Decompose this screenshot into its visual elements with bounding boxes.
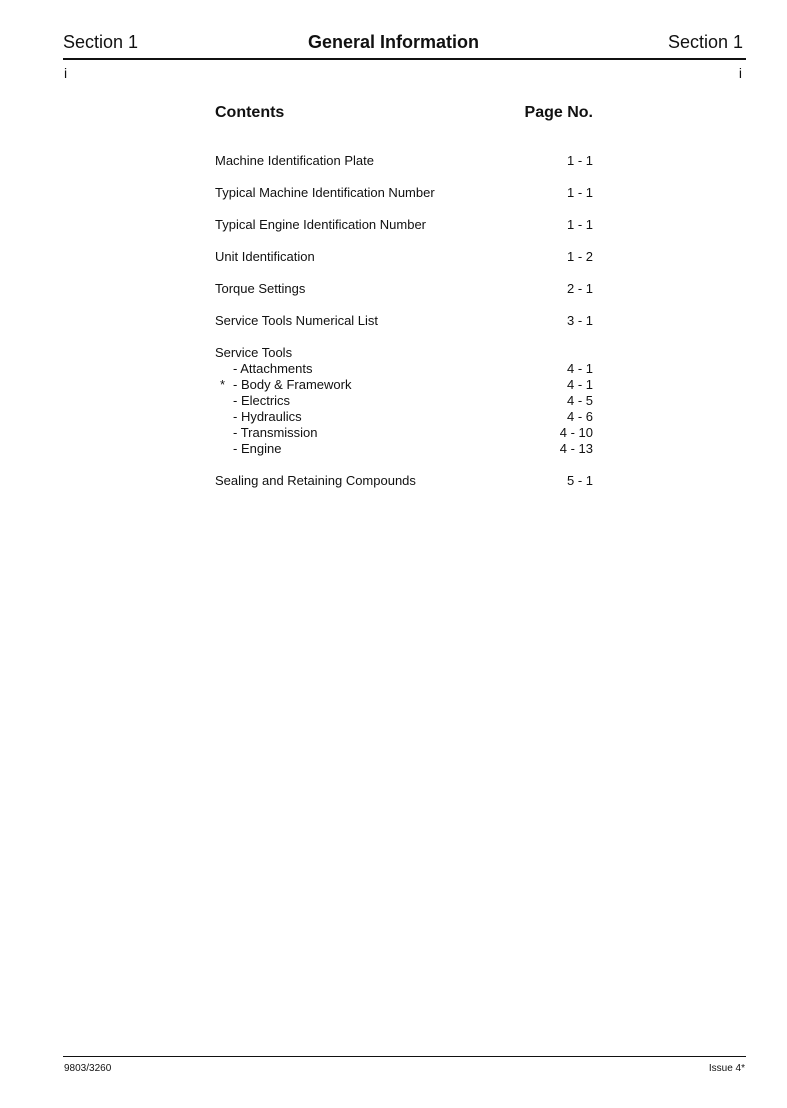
toc-entry-title: Torque Settings (215, 281, 306, 296)
page-no-heading: Page No. (524, 104, 593, 121)
toc-entry-title: Typical Machine Identification Number (215, 185, 435, 200)
header-divider (63, 58, 746, 60)
toc-entry-page: 4 - 10 (559, 425, 593, 440)
toc-entry-page: 4 - 5 (566, 393, 593, 408)
toc-entry-page: 2 - 1 (566, 281, 593, 296)
toc-entry[interactable] (215, 313, 593, 329)
page-number-left: i (64, 65, 68, 81)
toc-entry-page: 1 - 1 (566, 185, 593, 200)
toc-subentry[interactable] (215, 409, 593, 425)
toc-entry-title: - Electrics (233, 393, 291, 408)
toc-entry-title: Machine Identification Plate (215, 153, 374, 168)
toc-entry-title: - Transmission (233, 425, 318, 440)
toc-entry-page: 4 - 1 (566, 377, 593, 392)
toc-entry[interactable] (215, 473, 593, 489)
toc-group-heading (215, 345, 593, 361)
document-number: 9803/3260 (64, 1063, 112, 1074)
issue-label: Issue 4* (708, 1063, 745, 1074)
contents-heading: Contents (215, 104, 285, 121)
toc-subentry[interactable] (215, 377, 593, 393)
toc-subentry[interactable] (215, 361, 593, 377)
toc-entry-title: Sealing and Retaining Compounds (215, 473, 416, 488)
toc-entry[interactable] (215, 217, 593, 233)
toc-entry-page: 1 - 1 (566, 217, 593, 232)
toc-entry-title: - Hydraulics (233, 409, 302, 424)
page-number-right: i (738, 65, 742, 81)
toc-entry-page: 4 - 13 (559, 441, 593, 456)
toc-entry[interactable] (215, 281, 593, 297)
footer-divider (63, 1056, 746, 1057)
toc-entry-page: 4 - 6 (566, 409, 593, 424)
toc-entry-page: 4 - 1 (566, 361, 593, 376)
toc-entry-title: Service Tools Numerical List (215, 313, 379, 328)
toc-entry-page: 1 - 1 (566, 153, 593, 168)
toc-entry-title: - Body & Framework (233, 377, 352, 392)
section-label-left: Section 1 (63, 32, 139, 52)
toc-entry-page: 5 - 1 (566, 473, 593, 488)
toc-subentry[interactable] (215, 393, 593, 409)
toc-entry-title: - Attachments (233, 361, 313, 376)
toc-entry[interactable] (215, 249, 593, 265)
page-title: General Information (307, 32, 480, 52)
toc-entry-page: 3 - 1 (566, 313, 593, 328)
revision-asterisk: * (220, 377, 226, 392)
toc-entry-page: 1 - 2 (566, 249, 593, 264)
toc-entry-title: Unit Identification (215, 249, 315, 264)
toc-entry-title: Typical Engine Identification Number (215, 217, 427, 232)
section-label-right: Section 1 (667, 32, 743, 52)
toc-entry[interactable] (215, 185, 593, 201)
toc-entry[interactable] (215, 153, 593, 169)
toc-subentry[interactable] (215, 441, 593, 457)
toc-subentry[interactable] (215, 425, 593, 441)
toc-entry-title: Service Tools (215, 345, 293, 360)
toc-entry-title: - Engine (233, 441, 282, 456)
